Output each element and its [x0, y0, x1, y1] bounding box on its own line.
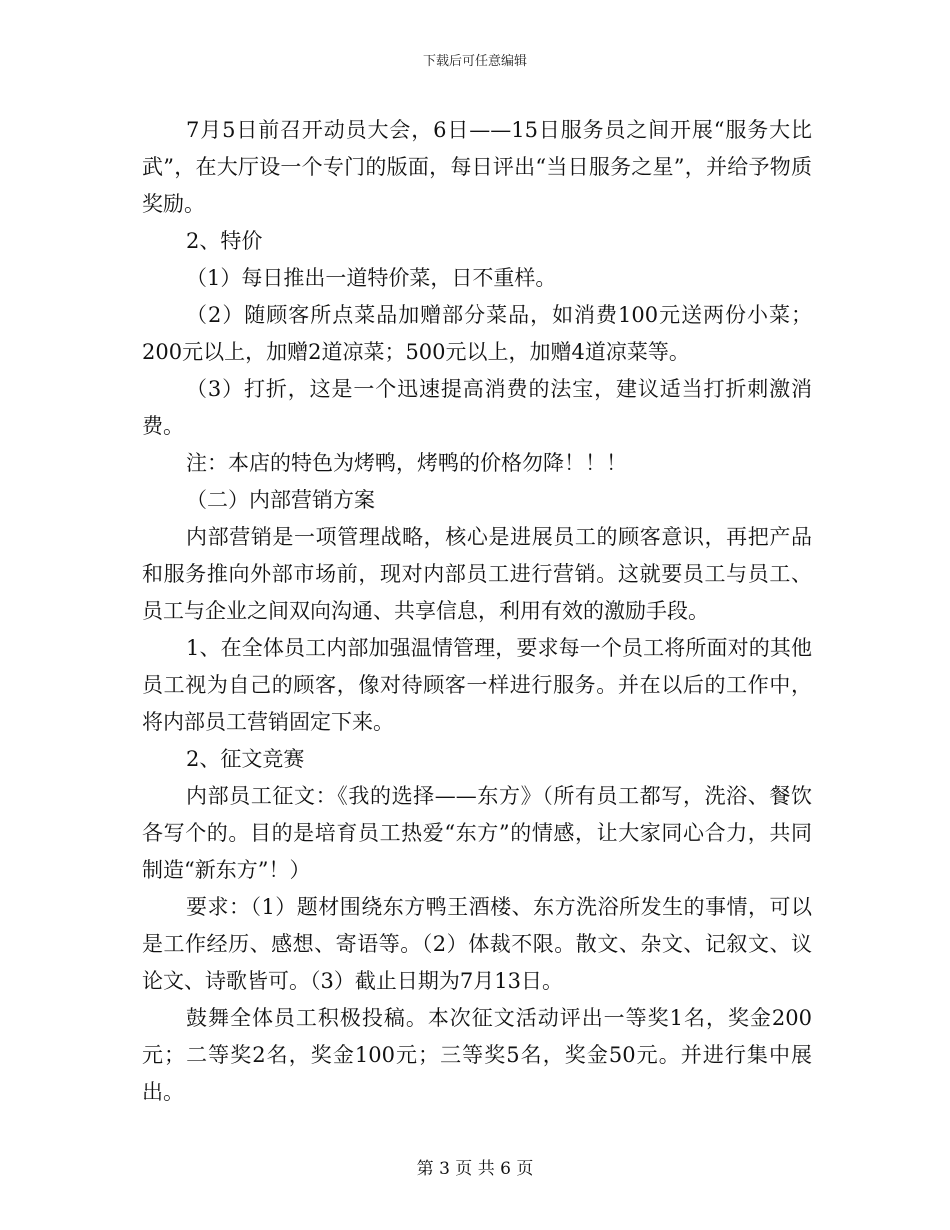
- paragraph-note: 注：本店的特色为烤鸭，烤鸭的价格勿降！！！: [186, 451, 627, 475]
- paragraph-special-2: （2）随顾客所点菜品加赠部分菜品，如消费100元送两份小菜；200元以上，加赠2道凉菜；500元以上，加赠4道凉菜等。: [142, 303, 812, 364]
- paragraph-internal-marketing: 内部营销是一项管理战略，核心是进展员工的顾客意识，再把产品和服务推向外部市场前，现对内部员工进行营销。这就要员工与员工、员工与企业之间双向沟通、共享信息，利用有效的激励手段。: [142, 525, 812, 623]
- paragraph-mobilization: 7月5日前召开动员大会，6日——15日服务员之间开展“服务大比武”，在大厅设一个专门的版面，每日评出“当日服务之星”，并给予物质奖励。: [142, 118, 812, 216]
- paragraph-warm-management: 1、在全体员工内部加强温情管理，要求每一个员工将所面对的其他员工视为自己的顾客，像对待顾客一样进行服务。并在以后的工作中，将内部员工营销固定下来。: [142, 636, 812, 734]
- paragraph-special-3: （3）打折，这是一个迅速提高消费的法宝，建议适当打折刺激消费。: [142, 377, 812, 438]
- paragraph-requirements: 要求：（1）题材围绕东方鸭王酒楼、东方洗浴所发生的事情，可以是工作经历、感想、寄语等。（2）体裁不限。散文、杂文、记叙文、议论文、诗歌皆可。（3）截止日期为7月13日。: [142, 895, 812, 993]
- paragraph-essay: 内部员工征文：《我的选择——东方》（所有员工都写，洗浴、餐饮各写个的。目的是培育员工热爱“东方”的情感，让大家同心合力，共同制造“新东方”！）: [142, 784, 812, 882]
- page-number: 第 3 页 共 6 页: [416, 1159, 534, 1179]
- heading-special-price: 2、特价: [186, 229, 263, 253]
- page-header-note: 下载后可任意编辑: [422, 54, 527, 69]
- heading-internal-marketing: （二）内部营销方案: [186, 488, 375, 512]
- paragraph-special-1: （1）每日推出一道特价菜，日不重样。: [186, 266, 557, 290]
- document-body: [142, 112, 812, 1111]
- heading-essay-contest: 2、征文竞赛: [186, 747, 305, 771]
- paragraph-awards: 鼓舞全体员工积极投稿。本次征文活动评出一等奖1名，奖金200元；二等奖2名，奖金100元；三等奖5名，奖金50元。并进行集中展出。: [142, 1006, 812, 1104]
